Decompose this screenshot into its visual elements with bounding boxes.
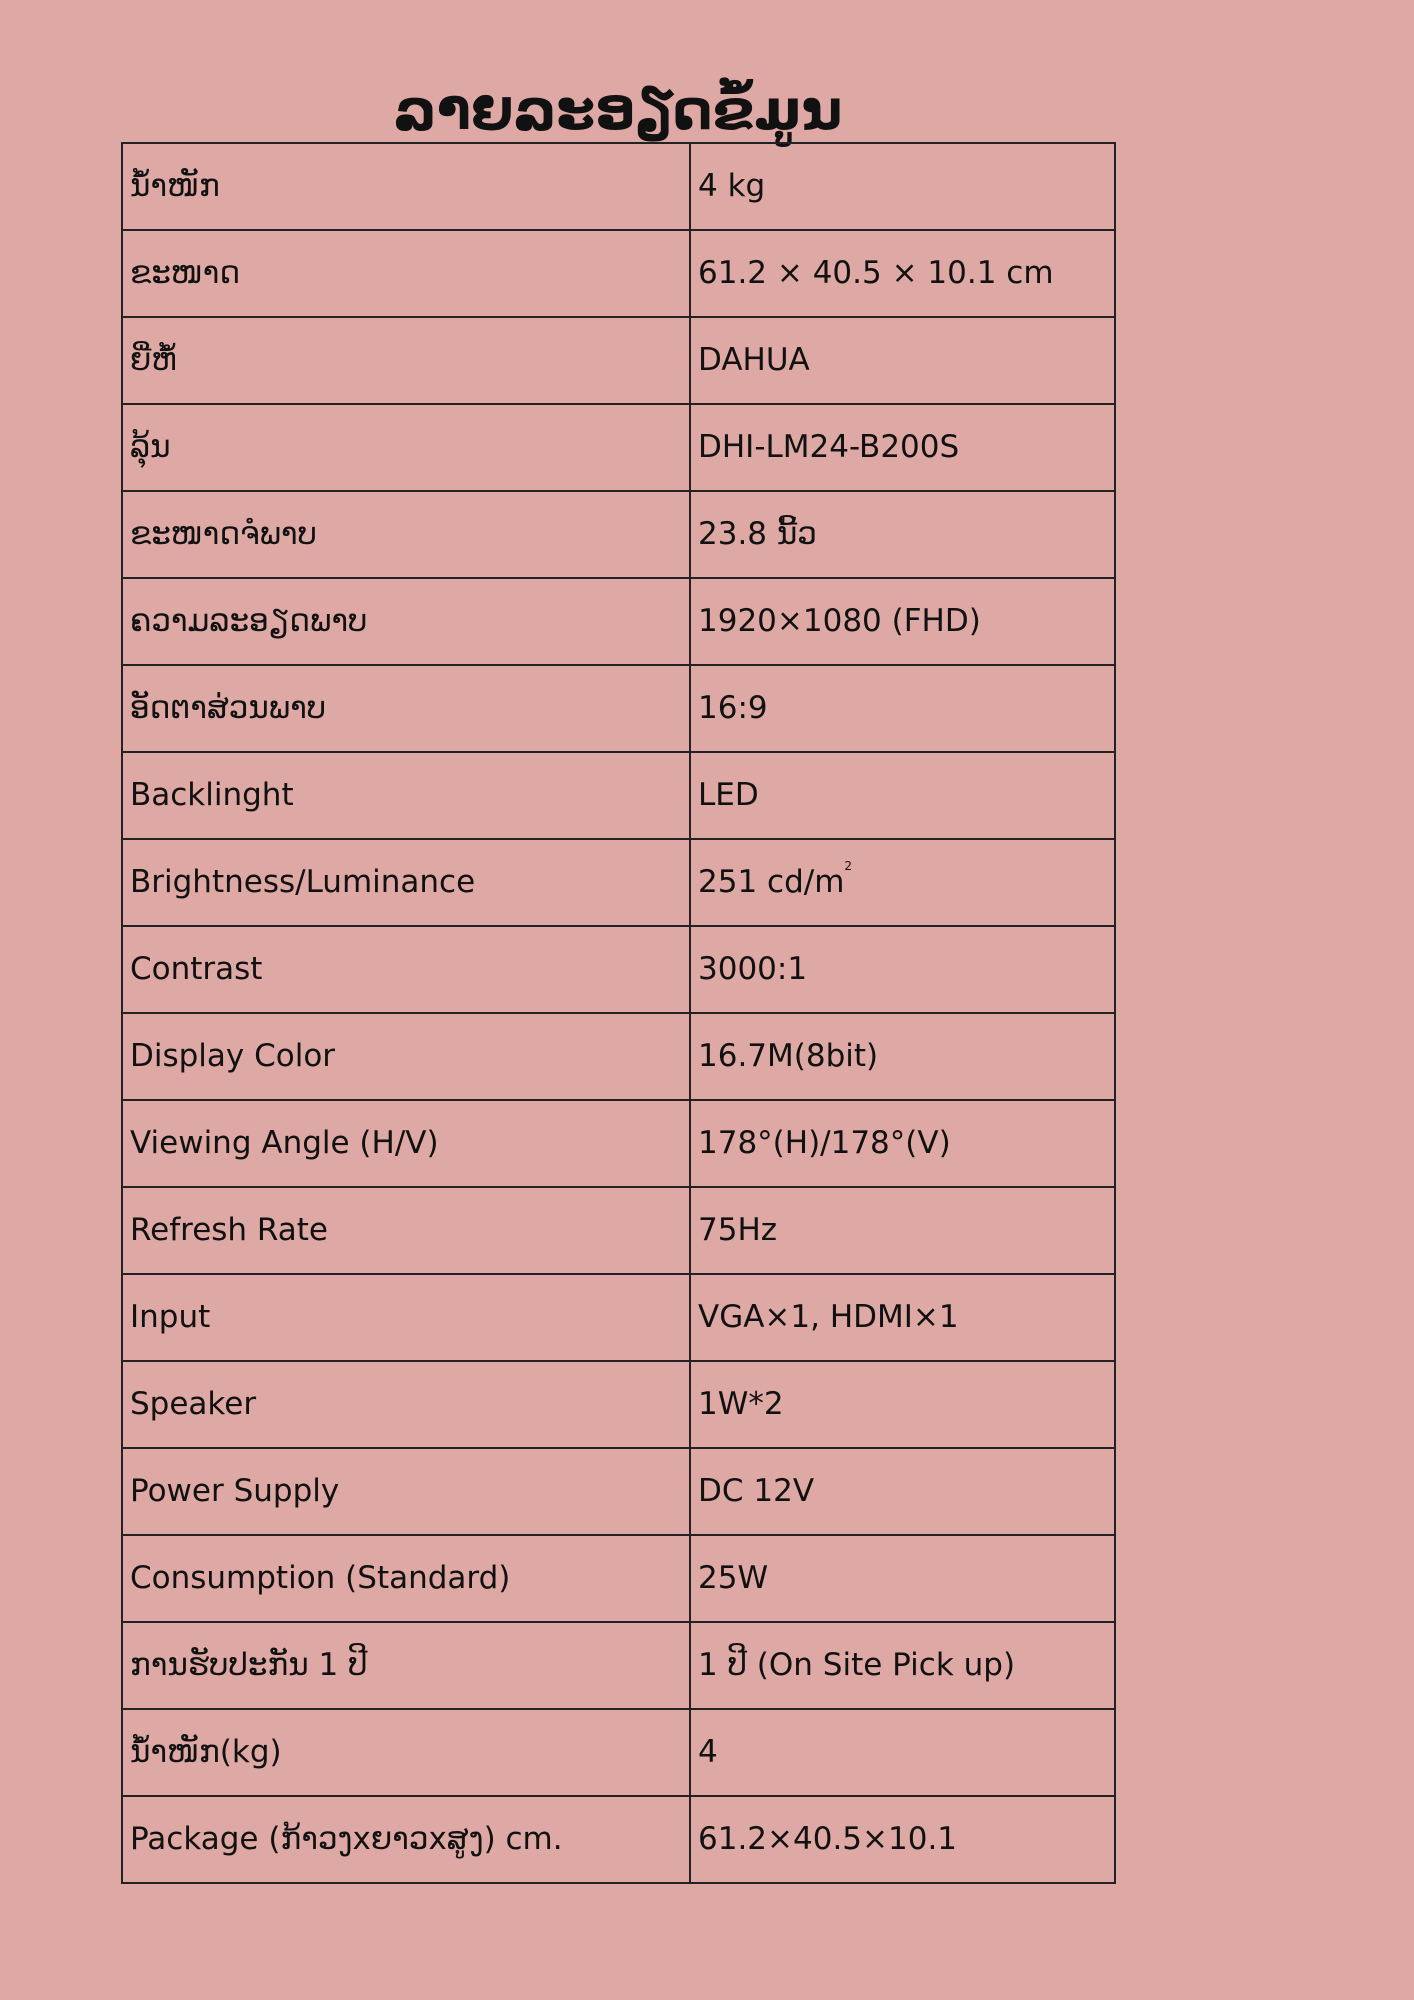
page-title: ລາຍລະອຽດຂໍ້ມູນ — [393, 77, 843, 143]
spec-value: 1W*2 — [690, 1361, 1115, 1448]
table-row — [122, 404, 1115, 491]
table-row — [122, 230, 1115, 317]
table-row — [122, 1709, 1115, 1796]
table-row — [122, 926, 1115, 1013]
spec-value: DC 12V — [690, 1448, 1115, 1535]
table-row — [122, 839, 1115, 926]
unit-superscript: 2 — [844, 858, 853, 873]
spec-label: Consumption (Standard) — [122, 1535, 690, 1622]
spec-label: ຂະໜາດ — [122, 230, 690, 317]
spec-table — [121, 142, 1116, 1884]
spec-value: 178°(H)/178°(V) — [690, 1100, 1115, 1187]
table-row — [122, 1796, 1115, 1883]
spec-value: VGA×1, HDMI×1 — [690, 1274, 1115, 1361]
spec-label: Refresh Rate — [122, 1187, 690, 1274]
table-row — [122, 491, 1115, 578]
spec-label: Input — [122, 1274, 690, 1361]
table-row — [122, 317, 1115, 404]
spec-label: ການຮັບປະກັນ 1 ປີ — [122, 1622, 690, 1709]
spec-label: Contrast — [122, 926, 690, 1013]
spec-value: 23.8 ນີ້ວ — [690, 491, 1115, 578]
spec-label: ນ້ຳໜັກ(kg) — [122, 1709, 690, 1796]
spec-value: DAHUA — [690, 317, 1115, 404]
table-row — [122, 1274, 1115, 1361]
spec-label: ຄວາມລະອຽດພາບ — [122, 578, 690, 665]
spec-value: LED — [690, 752, 1115, 839]
spec-value-text: 251 cd/m — [698, 863, 845, 900]
spec-label: ນ້ຳໜັກ — [122, 143, 690, 230]
spec-label: Brightness/Luminance — [122, 839, 690, 926]
table-row — [122, 1448, 1115, 1535]
spec-label: ຂະໜາດຈໍພາບ — [122, 491, 690, 578]
spec-value: 4 — [690, 1709, 1115, 1796]
spec-value: DHI-LM24-B200S — [690, 404, 1115, 491]
spec-value: 61.2×40.5×10.1 — [690, 1796, 1115, 1883]
spec-value: 16:9 — [690, 665, 1115, 752]
spec-value: 16.7M(8bit) — [690, 1013, 1115, 1100]
spec-label: ລຸ້ນ — [122, 404, 690, 491]
spec-value — [690, 839, 1115, 926]
spec-label: ຍີ່ຫໍ້ — [122, 317, 690, 404]
spec-value: 1920×1080 (FHD) — [690, 578, 1115, 665]
table-row — [122, 1622, 1115, 1709]
spec-label: Package (ກ້າວງxຍາວxສູງ) cm. — [122, 1796, 690, 1883]
table-row — [122, 1013, 1115, 1100]
spec-label: Backlinght — [122, 752, 690, 839]
spec-value: 4 kg — [690, 143, 1115, 230]
spec-table-body — [122, 143, 1115, 1883]
spec-value: 1 ປີ (On Site Pick up) — [690, 1622, 1115, 1709]
table-row — [122, 1361, 1115, 1448]
table-row — [122, 752, 1115, 839]
spec-value: 3000:1 — [690, 926, 1115, 1013]
spec-label: Viewing Angle (H/V) — [122, 1100, 690, 1187]
table-row — [122, 1535, 1115, 1622]
spec-value: 75Hz — [690, 1187, 1115, 1274]
table-row — [122, 143, 1115, 230]
table-row — [122, 578, 1115, 665]
spec-label: Speaker — [122, 1361, 690, 1448]
spec-label: Display Color — [122, 1013, 690, 1100]
spec-label: ອັດຕາສ່ວນພາບ — [122, 665, 690, 752]
spec-value: 25W — [690, 1535, 1115, 1622]
table-row — [122, 1187, 1115, 1274]
table-row — [122, 665, 1115, 752]
spec-value: 61.2 × 40.5 × 10.1 cm — [690, 230, 1115, 317]
table-row — [122, 1100, 1115, 1187]
spec-label: Power Supply — [122, 1448, 690, 1535]
